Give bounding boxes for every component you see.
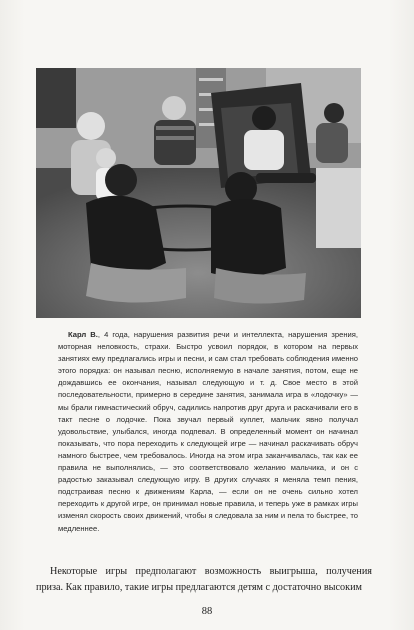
case-study-block [58, 329, 358, 535]
body-text [36, 564, 372, 596]
body-paragraph: Некоторые игры предполагают возможность выигрыша, получения приза. Как правило, такие игры предлагаются детям с достаточно высоким [36, 566, 372, 593]
photo-illustration [36, 68, 361, 318]
case-study-text: , 4 года, нарушения развития речи и интеллекта, нарушения зрения, моторная неловкость, страхи. Быстро усвоил порядок, в котором на первых занятиях ему предлагались игры и песни, и сам стал требовать соблюдения именно этого порядка: он называл песню, исполняемую в начале занятия, потом, еще не дождавшись ее окончания, называл следующую и т. д. Свое место в этой последовательности, примерно в середине занятия, занимала игра в «лодочку» — мы брали гимнастический обруч, садились напротив друг друга и раскачивали его в такт песне о лодочке. Пока звучал первый куплет, мальчик явно получал удовольствие, улыбался, иногда подпевал. В определенный момент он начинал показывать, что пора переходить к следующей игре — начинал раскачивать обруч намного быстрее, чем требовалось. Иногда на этом игра заканчивалась, так как ее правила не выполнялись, — это соответствовало желанию мальчика, и он с радостью заказывал следующую игру. В других случаях я меняла темп пения, подстраивая песню к движениям Карла, — если он не очень сильно хотел переходить к другой игре, он принимал новые правила, и теперь уже в рамках игры изменял скорость своих движений, чтобы я следовала за ним и пела то быстрее, то медленнее. [58, 330, 358, 533]
case-study-paragraph [58, 329, 358, 535]
case-study-name: Карл В. [68, 330, 98, 339]
page-number: 88 [201, 606, 213, 617]
photo-group-music-session [36, 68, 361, 318]
